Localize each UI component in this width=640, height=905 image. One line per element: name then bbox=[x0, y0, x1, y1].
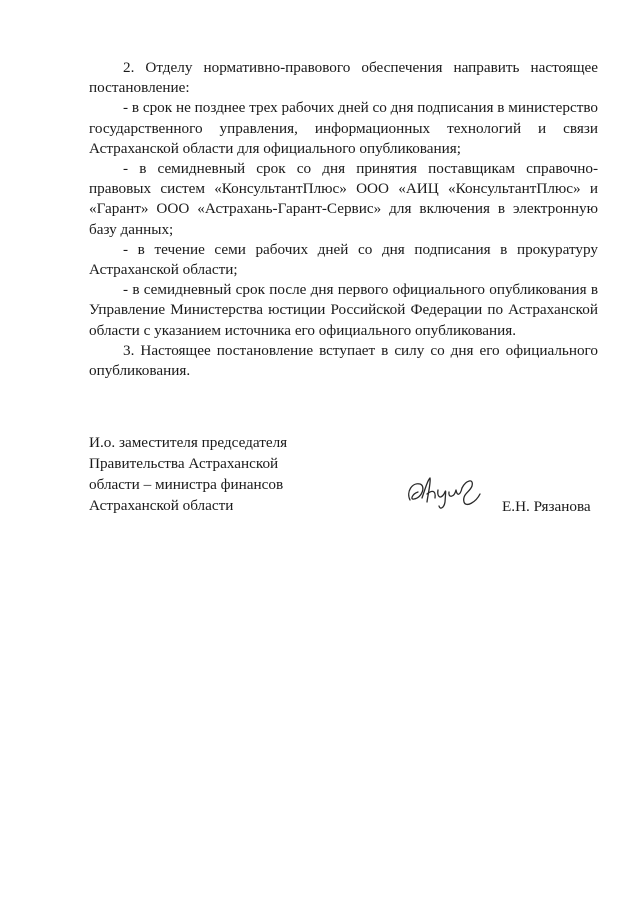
signatory-title bbox=[89, 432, 389, 516]
paragraph-legal-systems: - в семидневный срок со дня принятия поставщикам справочно-правовых систем «КонсультантПлюс» ООО «АИЦ «КонсультантПлюс» и «Гарант» ООО «Астрахань-Гарант-Сервис» для включения в электронную базу данных; bbox=[89, 160, 598, 238]
handwritten-signature bbox=[404, 472, 484, 512]
paragraph-ministry-justice: - в семидневный срок после дня первого официального опубликования в Управление Министерства юстиции Российской Федерации по Астраханской области с указанием источника его официального опубликования. bbox=[89, 281, 598, 339]
signatory-title-line: Правительства Астраханской bbox=[89, 455, 279, 472]
signatory-title-line: Астраханской области bbox=[89, 497, 234, 514]
paragraph-item-3: 3. Настоящее постановление вступает в силу со дня его официального опубликования. bbox=[89, 341, 598, 380]
signatory-title-line: И.о. заместителя председателя bbox=[89, 434, 288, 451]
document-body bbox=[89, 58, 598, 381]
paragraph-item-2: 2. Отделу нормативно-правового обеспечения направить настоящее постановление: bbox=[89, 59, 598, 97]
signatory-name: Е.Н. Рязанова bbox=[502, 498, 591, 515]
paragraph-publication-deadline: - в срок не позднее трех рабочих дней со дня подписания в министерство государственного управления, информационных технологий и связи Астраханской области для официального опубликования; bbox=[89, 99, 598, 157]
signatory-title-line: области – министра финансов bbox=[89, 476, 284, 493]
paragraph-prosecutor: - в течение семи рабочих дней со дня подписания в прокуратуру Астраханской области; bbox=[89, 240, 598, 279]
